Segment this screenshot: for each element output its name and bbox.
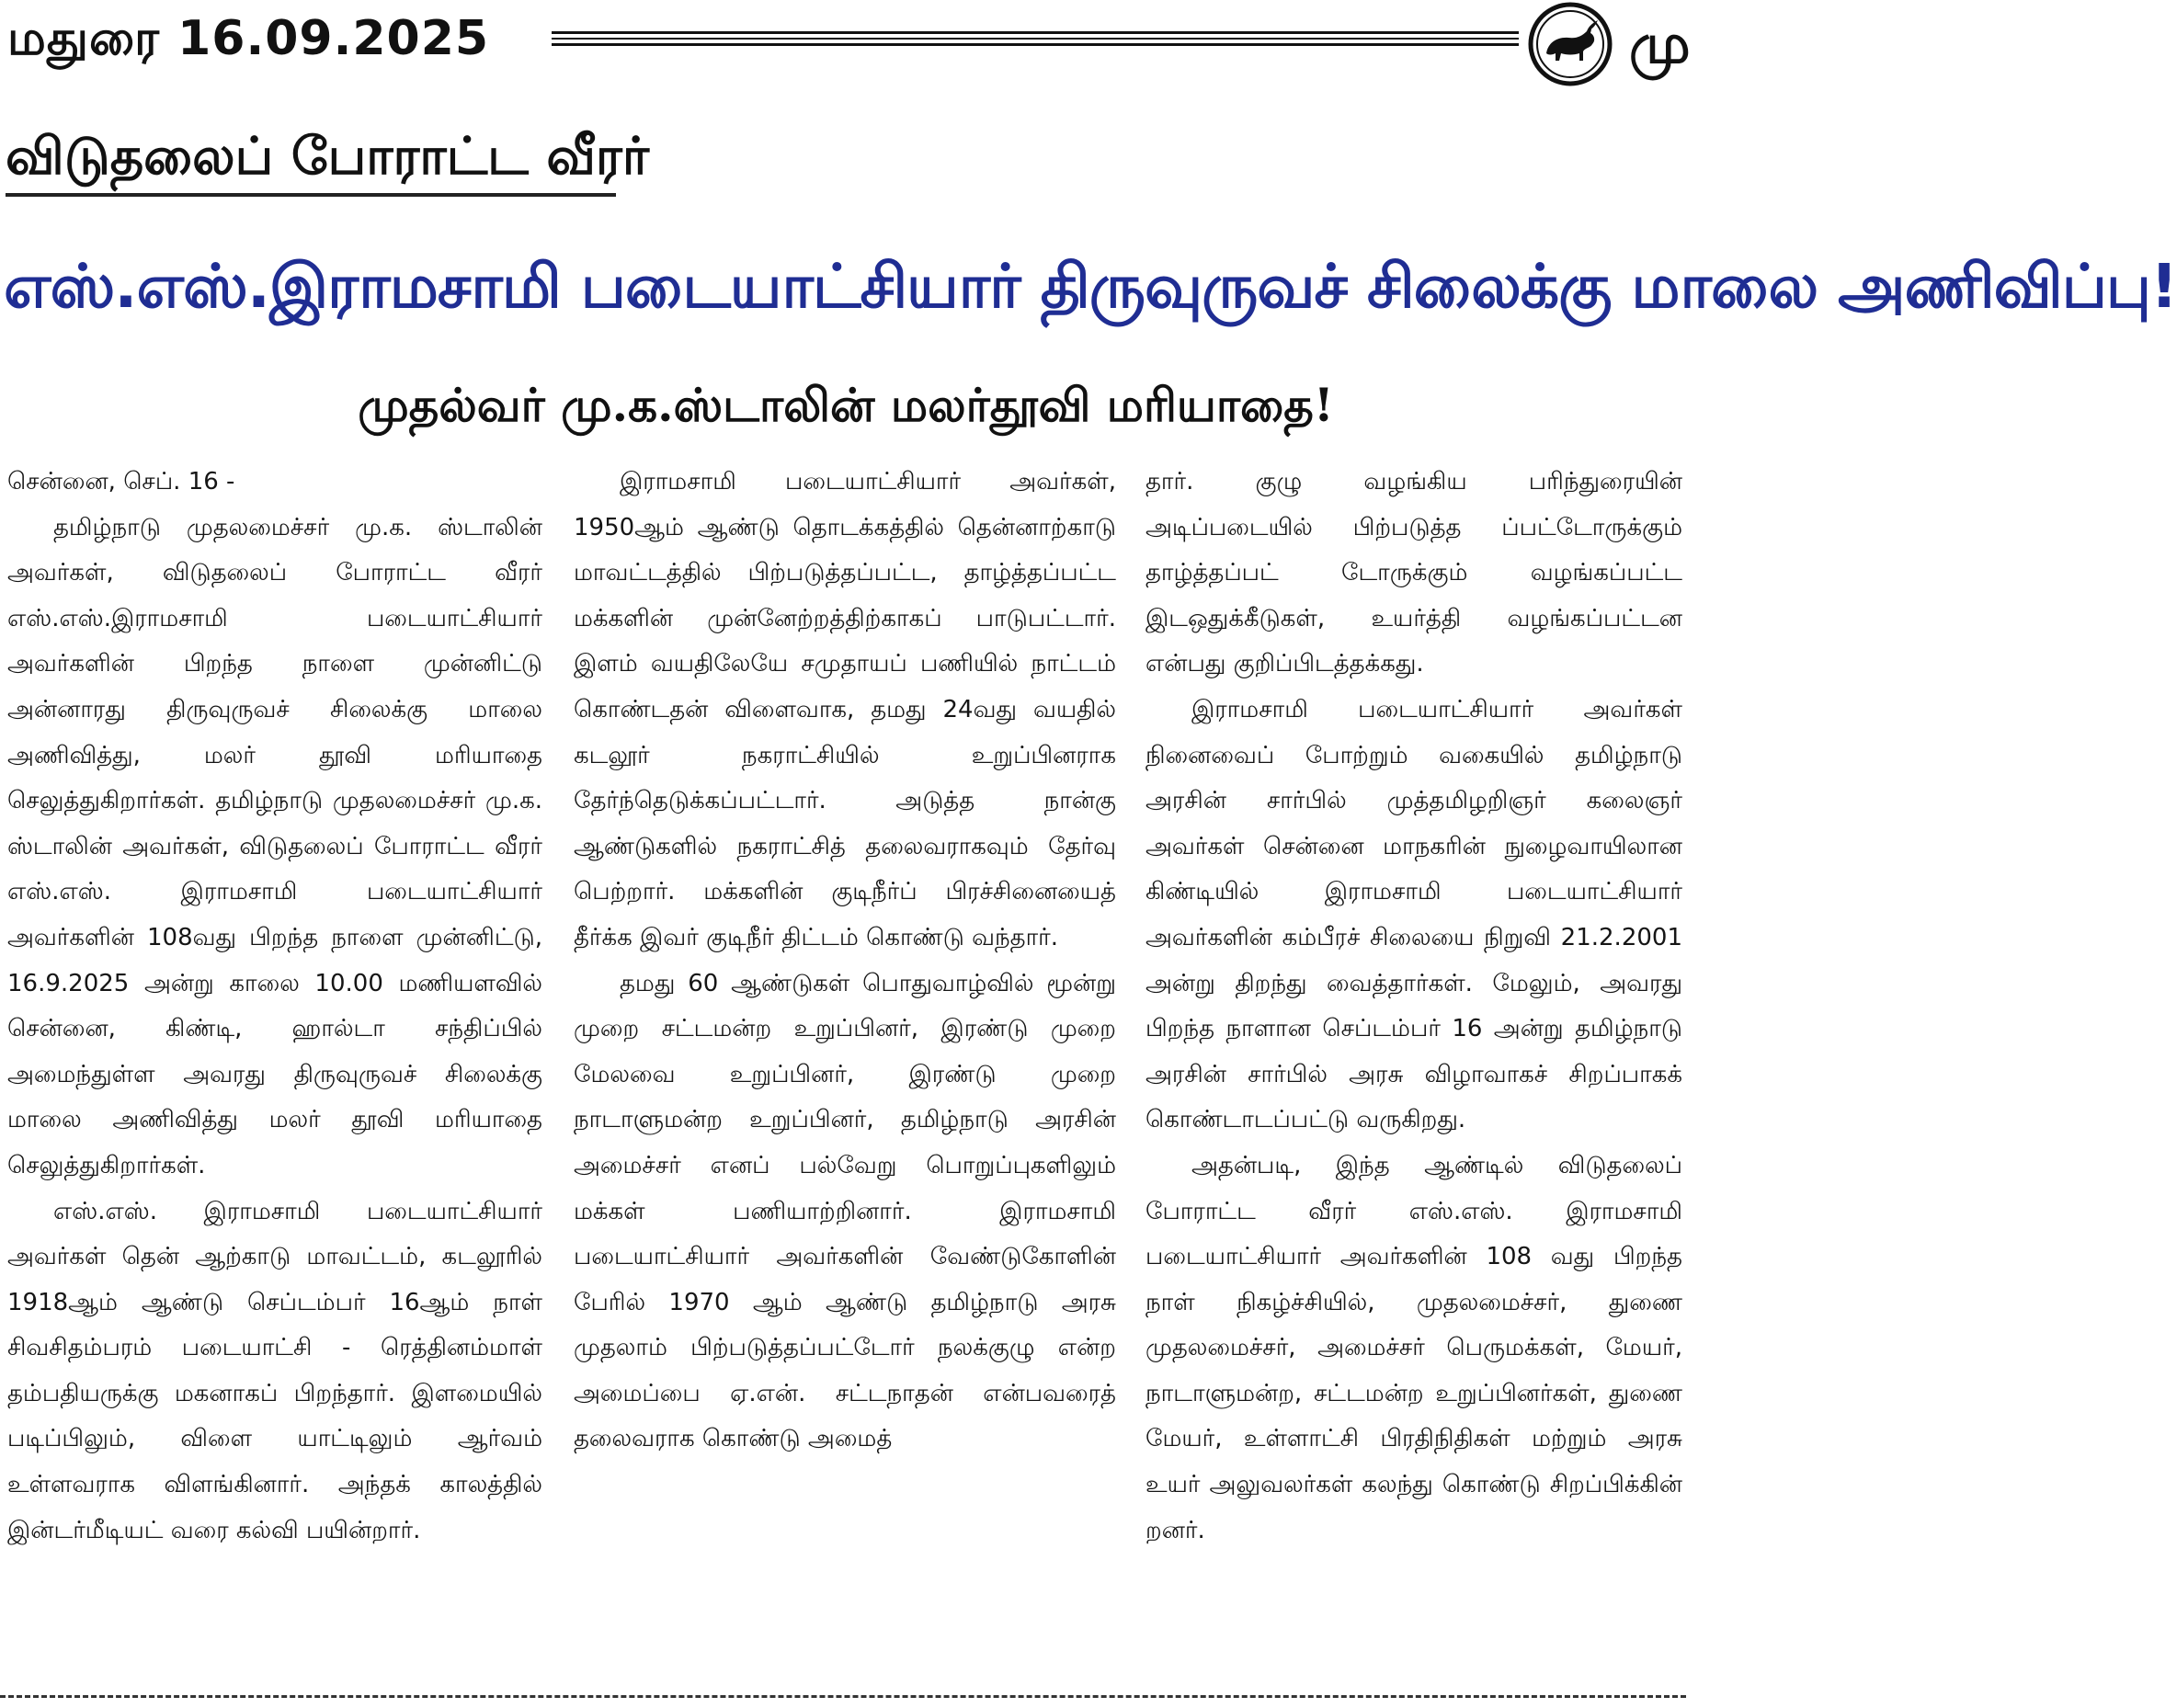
article-kicker: விடுதலைப் போராட்ட வீரர்: [6, 121, 616, 197]
article-paragraph: தமிழ்நாடு முதலமைச்சர் மு.க. ஸ்டாலின் அவர்கள், விடுதலைப் போராட்ட வீரர் எஸ்.எஸ்.இராமசாமி படையாட்சியார் அவர்களின் பிறந்த நாளை முன்னிட்டு அன்னாரது திருவுருவச் சிலைக்கு மாலை அணிவித்து, மலர் தூவி மரியாதை செலுத்துகிறார்கள். தமிழ்நாடு முதலமைச்சர் மு.க. ஸ்டாலின் அவர்கள், விடுதலைப் போராட்ட வீரர் எஸ்.எஸ். இராமசாமி படையாட்சியார் அவர்களின் 108வது பிறந்த நாளை முன்னிட்டு, 16.9.2025 அன்று காலை 10.00 மணியளவில் சென்னை, கிண்டி, ஹால்டா சந்திப்பில் அமைந்துள்ள அவரது திருவுருவச் சிலைக்கு மாலை அணிவித்து மலர் தூவி மரியாதை செலுத்துகிறார்கள்.: [7, 513, 542, 1179]
rule-line: [552, 31, 1519, 34]
article-column-3: [1145, 460, 1682, 1682]
rule-line: [552, 43, 1519, 46]
bottom-dashed-rule: [0, 1695, 1686, 1698]
article-paragraph: அதன்படி, இந்த ஆண்டில் விடுதலைப் போராட்ட வீரர் எஸ்.எஸ். இராமசாமி படையாட்சியார் அவர்களின் 108 வது பிறந்த நாள் நிகழ்ச்சியில், முதலமைச்சர், துணை முதலமைச்சர், அமைச்சர் பெருமக்கள், மேயர், நாடாளுமன்ற, சட்டமன்ற உறுப்பினர்கள், துணை மேயர், உள்ளாட்சி பிரதிநிதிகள் மற்றும் அரசு உயர் அலுவலர்கள் கலந்து கொண்டு சிறப்பிக்கின் றனர்.: [1145, 1151, 1682, 1544]
article-paragraph: தமது 60 ஆண்டுகள் பொதுவாழ்வில் மூன்று முறை சட்டமன்ற உறுப்பினர், இரண்டு முறை மேலவை உறுப்பினர், இரண்டு முறை நாடாளுமன்ற உறுப்பினர், தமிழ்நாடு அரசின் அமைச்சர் எனப் பல்வேறு பொறுப்புகளிலும் மக்கள் பணியாற்றினார். இராமசாமி படையாட்சியார் அவர்களின் வேண்டுகோளின் பேரில் 1970 ஆம் ஆண்டு தமிழ்நாடு அரசு முதலாம் பிற்படுத்தப்பட்டோர் நலக்குழு என்ற அமைப்பை ஏ.என். சட்டநாதன் என்பவரைத் தலைவராக கொண்டு அமைத்: [574, 969, 1116, 1453]
article-paragraph: எஸ்.எஸ். இராமசாமி படையாட்சியார் அவர்கள் தென் ஆற்காடு மாவட்டம், கடலூரில் 1918ஆம் ஆண்டு செப்டம்பர் 16ஆம் நாள் சிவசிதம்பரம் படையாட்சி - ரெத்தினம்மாள் தம்பதியருக்கு மகனாகப் பிறந்தார். இளமையில் படிப்பிலும், விளை யாட்டிலும் ஆர்வம் உள்ளவராக விளங்கினார். அந்தக் காலத்தில் இன்டர்மீடியட் வரை கல்வி பயின்றார்.: [7, 1197, 542, 1544]
article-column-2: [574, 460, 1116, 1682]
article-column-1: [7, 460, 542, 1682]
rule-line: [552, 38, 1519, 40]
article-dateline: சென்னை, செப். 16 -: [7, 468, 235, 495]
article-paragraph: தார். குழு வழங்கிய பரிந்துரையின் அடிப்படையில் பிற்படுத்த ப்பட்டோருக்கும் தாழ்த்தப்பட் டோருக்கும் வழங்கப்பட்ட இடஒதுக்கீடுகள், உயர்த்தி வழங்கப்பட்டன என்பது குறிப்பிடத்தக்கது.: [1145, 468, 1682, 678]
article-paragraph: இராமசாமி படையாட்சியார் அவர்கள், 1950ஆம் ஆண்டு தொடக்கத்தில் தென்னாற்காடு மாவட்டத்தில் பிற்படுத்தப்பட்ட, தாழ்த்தப்பட்ட மக்களின் முன்னேற்றத்திற்காகப் பாடுபட்டார். இளம் வயதிலேயே சமுதாயப் பணியில் நாட்டம் கொண்டதன் விளைவாக, தமது 24வது வயதில் கடலூர் நகராட்சியில் உறுப்பினராக தேர்ந்தெடுக்கப்பட்டார். அடுத்த நான்கு ஆண்டுகளில் நகராட்சித் தலைவராகவும் தேர்வு பெற்றார். மக்களின் குடிநீர்ப் பிரச்சினையைத் தீர்க்க இவர் குடிநீர் திட்டம் கொண்டு வந்தார்.: [574, 468, 1116, 951]
masthead: [0, 0, 1691, 92]
masthead-rule: [552, 31, 1519, 51]
bull-emblem-icon: [1526, 0, 1614, 88]
article-headline: எஸ்.எஸ்.இராமசாமி படையாட்சியார் திருவுருவச் சிலைக்கு மாலை அணிவிப்பு!: [4, 251, 2177, 322]
masthead-title-fragment: மு: [1629, 12, 1691, 76]
article-paragraph: இராமசாமி படையாட்சியார் அவர்கள் நினைவைப் போற்றும் வகையில் தமிழ்நாடு அரசின் சார்பில் முத்தமிழறிஞர் கலைஞர் அவர்கள் சென்னை மாநகரின் நுழைவாயிலான கிண்டியில் இராமசாமி படையாட்சியார் அவர்களின் கம்பீரச் சிலையை நிறுவி 21.2.2001 அன்று திறந்து வைத்தார்கள். மேலும், அவரது பிறந்த நாளான செப்டம்பர் 16 அன்று தமிழ்நாடு அரசின் சார்பில் அரசு விழாவாகச் சிறப்பாகக் கொண்டாடப்பட்டு வருகிறது.: [1145, 695, 1682, 1134]
article-subheadline: முதல்வர் மு.க.ஸ்டாலின் மலர்தூவி மரியாதை!: [358, 378, 1334, 432]
edition-dateline: மதுரை 16.09.2025: [7, 11, 490, 66]
